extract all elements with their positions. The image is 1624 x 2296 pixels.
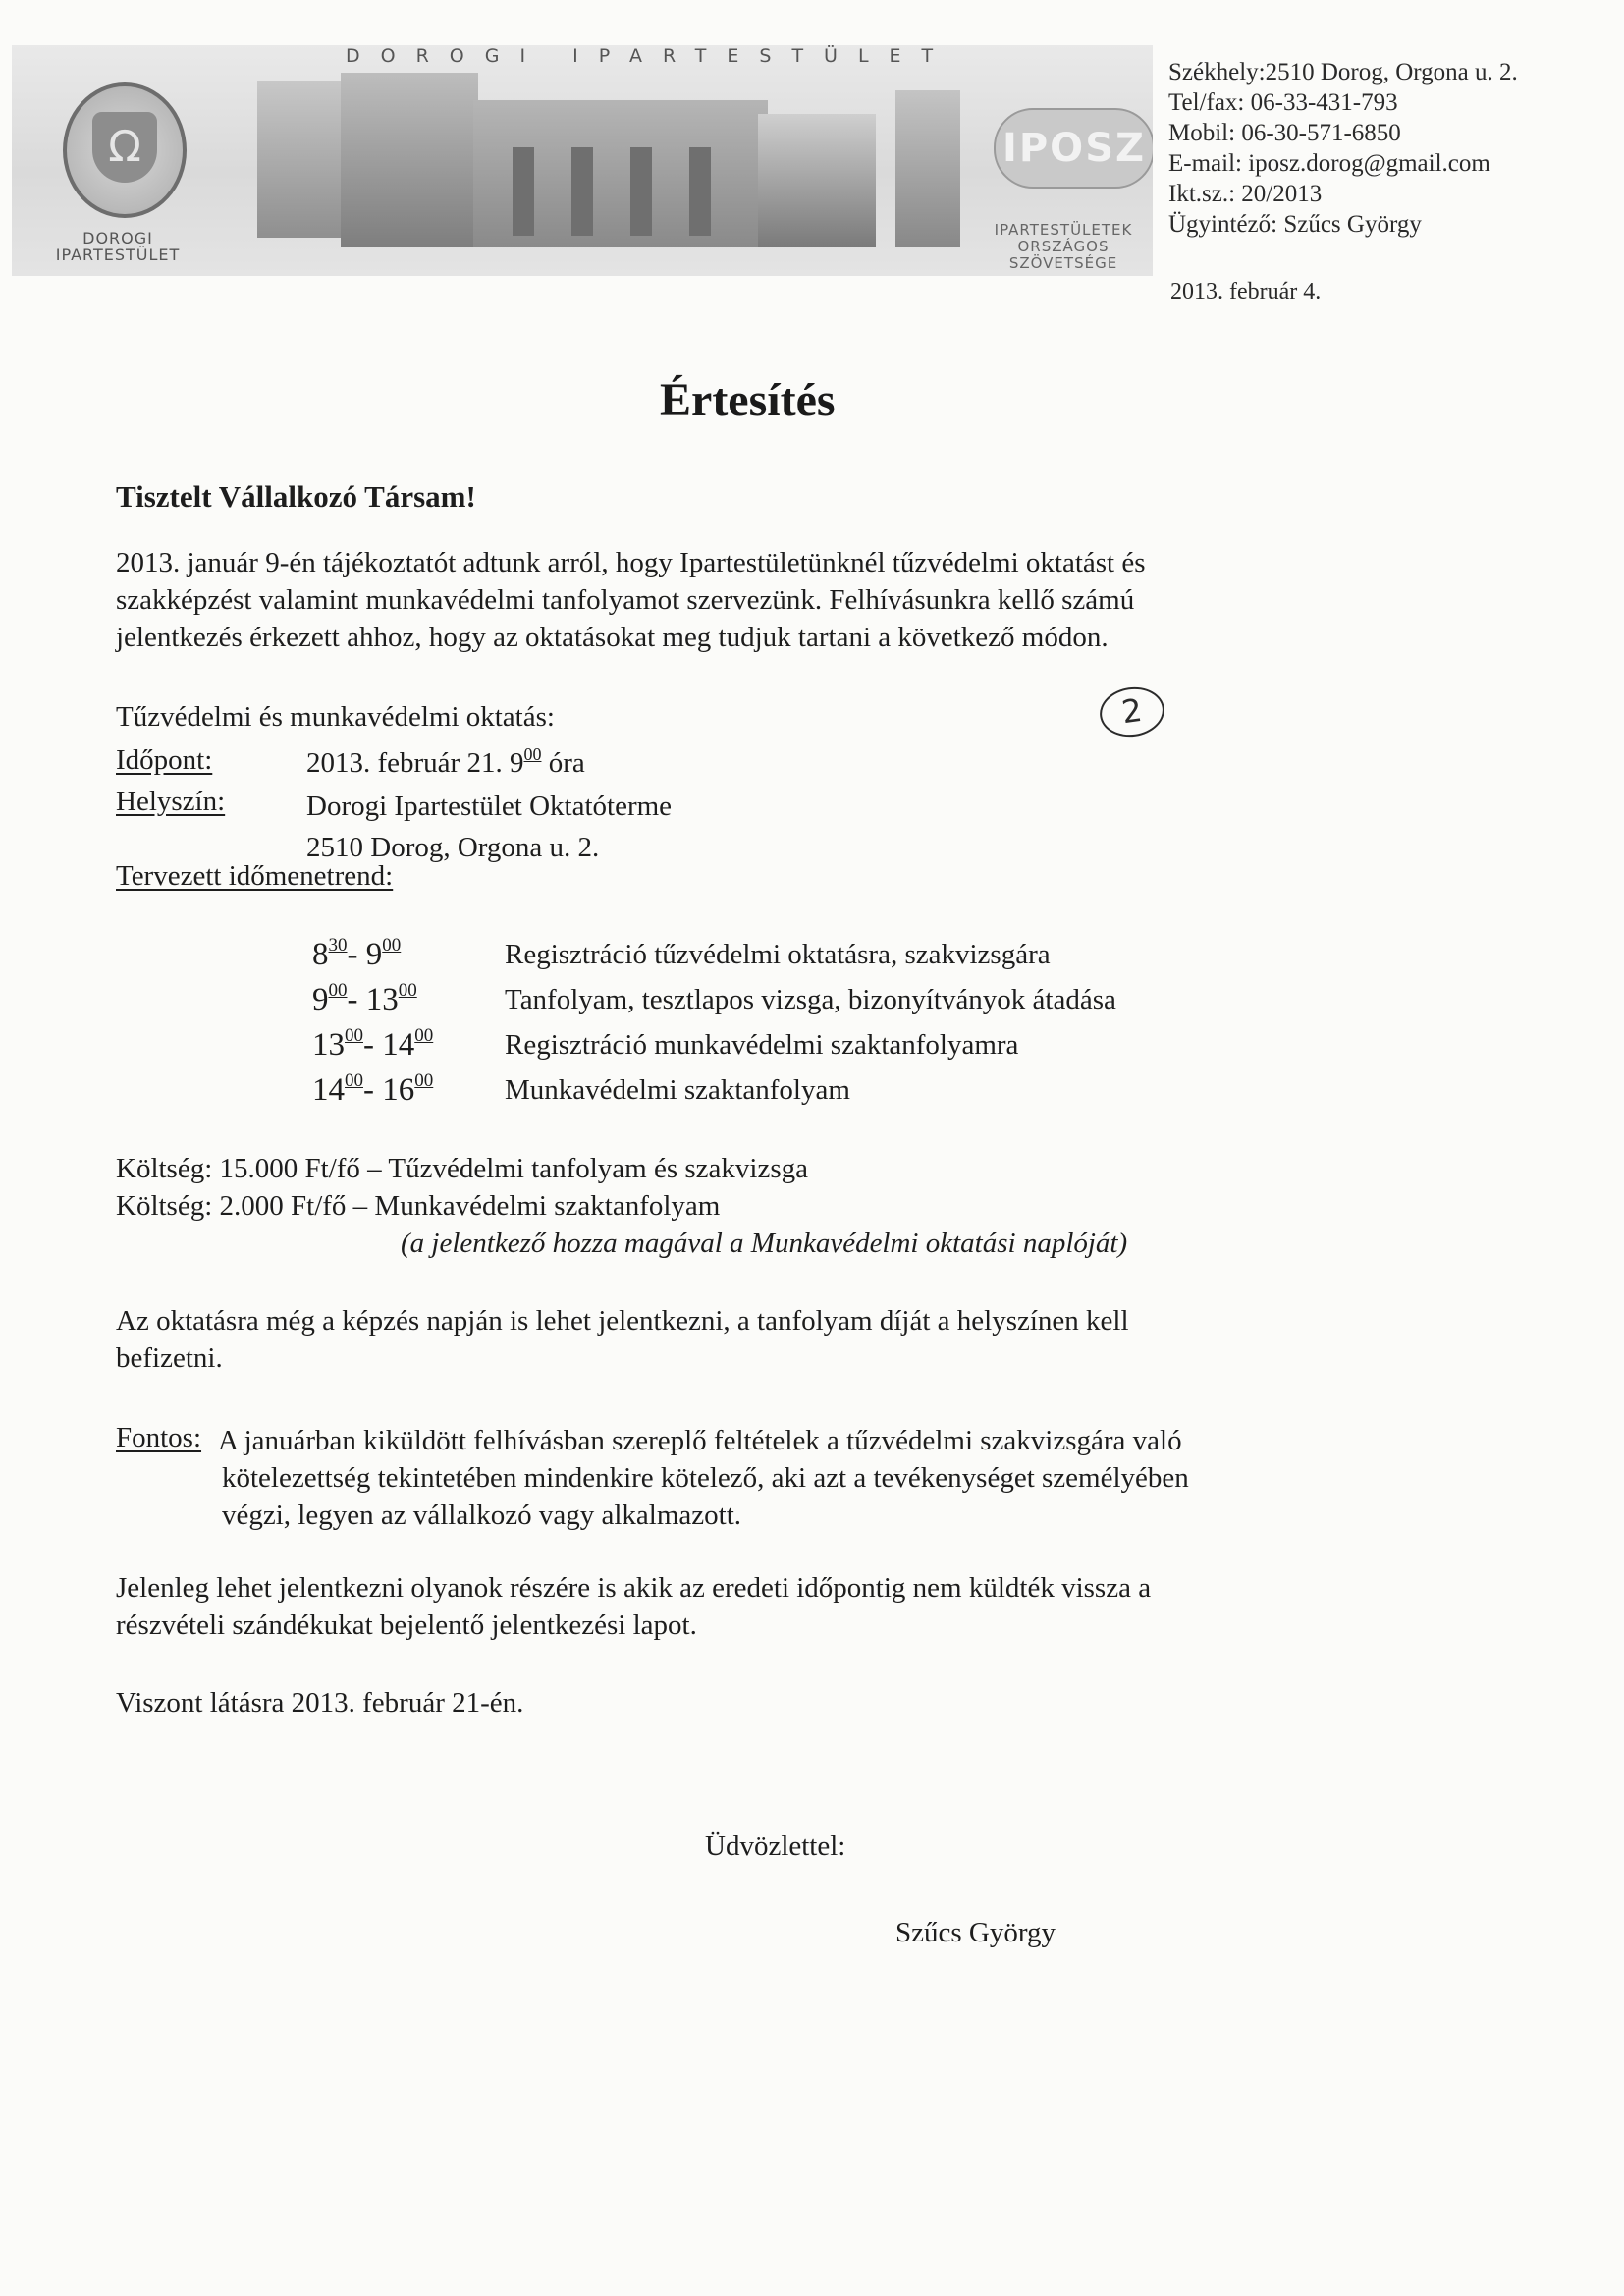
time-value-suffix: óra <box>541 747 585 779</box>
cost-fire-course: Költség: 15.000 Ft/fő – Tűzvédelmi tanfolyam és szakvizsga <box>116 1153 808 1184</box>
registration-line: befizetni. <box>116 1342 223 1374</box>
schedule-description: Regisztráció munkavédelmi szaktanfolyamra <box>505 1029 1019 1061</box>
tower-photo <box>895 90 960 247</box>
schedule-description: Munkavédelmi szaktanfolyam <box>505 1074 850 1106</box>
intro-line: jelentkezés érkezett ahhoz, hogy az oktatásokat meg tudjuk tartani a következő módon. <box>116 622 1109 653</box>
schedule-row <box>312 1070 1294 1116</box>
case-officer: Ügyintéző: Szűcs György <box>1168 211 1422 238</box>
important-line: A januárban kiküldött felhívásban szereplő feltételek a tűzvédelmi szakvizsgára való <box>218 1425 1182 1456</box>
schedule-time: $8^{30}-$ $9^{00}$ <box>312 935 402 972</box>
schedule-time: $13^{00}-$ $14^{00}$ <box>312 1025 434 1063</box>
contact-block <box>1168 57 1581 240</box>
schedule-label: Tervezett időmenetrend: <box>116 860 394 892</box>
time-label: Időpont: <box>116 744 213 776</box>
important-label: Fontos: <box>116 1422 202 1453</box>
cost-safety-course: Költség: 2.000 Ft/fő – Munkavédelmi szaktanfolyam <box>116 1190 721 1222</box>
letterhead-banner <box>12 45 1153 276</box>
time-value-text: 2013. február 21. 9 <box>306 747 524 779</box>
crest-caption-line: DOROGI <box>82 229 153 247</box>
crest-emblem-icon: Ω <box>92 112 157 183</box>
mobile-number: Mobil: 06-30-571-6850 <box>1168 120 1401 146</box>
church-tower-photo <box>758 114 876 247</box>
iposz-caption <box>976 222 1151 272</box>
intro-paragraph <box>116 544 1333 656</box>
crest-caption-line: IPARTESTÜLET <box>55 246 181 264</box>
iposz-caption-line: IPARTESTÜLETEK <box>994 221 1133 239</box>
late-registration-paragraph <box>116 1569 1151 1644</box>
registration-paragraph <box>116 1302 1333 1377</box>
schedule-description: Regisztráció tűzvédelmi oktatásra, szakvizsgára <box>505 939 1051 970</box>
greeting: Üdvözlettel: <box>705 1831 846 1862</box>
schedule-row <box>312 980 1294 1025</box>
schedule-time: $9^{00}-$ $13^{00}$ <box>312 980 417 1017</box>
registration-line: Az oktatásra még a képzés napján is lehet jelentkezni, a tanfolyam díját a helyszínen kell <box>116 1305 1129 1337</box>
time-value <box>306 744 585 780</box>
important-line: végzi, legyen az vállalkozó vagy alkalmazott. <box>222 1500 742 1531</box>
signer-name: Szűcs György <box>895 1917 1056 1948</box>
handwritten-circled-number: 2 <box>1097 683 1167 741</box>
place-line: 2510 Dorog, Orgona u. 2. <box>306 832 600 863</box>
schedule-row <box>312 1025 1294 1070</box>
document-title: Értesítés <box>660 374 836 426</box>
place-line: Dorogi Ipartestület Oktatóterme <box>306 791 673 822</box>
town-crest-logo <box>63 82 187 218</box>
phone-fax: Tel/fax: 06-33-431-793 <box>1168 89 1398 116</box>
reference-number: Ikt.sz.: 20/2013 <box>1168 181 1323 207</box>
late-registration-line: Jelenleg lehet jelentkezni olyanok részére is akik az eredeti időpontig nem küldték vissza a <box>116 1572 1152 1604</box>
schedule-description: Tanfolyam, tesztlapos vizsga, bizonyítványok átadása <box>505 984 1116 1015</box>
iposz-caption-line: ORSZÁGOS SZÖVETSÉGE <box>1008 238 1118 272</box>
schedule-table <box>312 935 1294 1116</box>
building-photo <box>473 100 768 247</box>
late-registration-line: részvételi szándékukat bejelentő jelentkezési lapot. <box>116 1610 697 1641</box>
intro-line: 2013. január 9-én tájékoztatót adtunk arról, hogy Ipartestületünknél tűzvédelmi oktatást és <box>116 547 1146 578</box>
schedule-row <box>312 935 1294 980</box>
place-value <box>306 786 672 868</box>
email-address: E-mail: iposz.dorog@gmail.com <box>1168 150 1490 177</box>
intro-line: szakképzést valamint munkavédelmi tanfolyamot szervezünk. Felhívásunkra kellő számú <box>116 584 1135 616</box>
seat-address: Székhely:2510 Dorog, Orgona u. 2. <box>1168 59 1518 85</box>
salutation: Tisztelt Vállalkozó Társam! <box>116 479 476 514</box>
organization-banner-text: DOROGI IPARTESTÜLET <box>346 45 954 67</box>
important-line: kötelezettség tekintetében mindenkire kötelező, aki azt a tevékenységet személyében <box>222 1462 1189 1494</box>
closing-line: Viszont látásra 2013. február 21-én. <box>116 1687 524 1719</box>
statue-photo <box>341 73 478 247</box>
place-label: Helyszín: <box>116 786 226 817</box>
course-title: Tűzvédelmi és munkavédelmi oktatás: <box>116 701 555 733</box>
crest-caption <box>26 230 210 263</box>
document-date: 2013. február 4. <box>1170 279 1322 304</box>
important-paragraph <box>218 1422 1189 1534</box>
cost-note: (a jelentkező hozza magával a Munkavédelmi oktatási naplóját) <box>401 1228 1128 1259</box>
iposz-logo: IPOSZ <box>994 108 1153 189</box>
time-value-minutes: 00 <box>523 744 542 764</box>
schedule-time: $14^{00}-$ $16^{00}$ <box>312 1070 434 1108</box>
